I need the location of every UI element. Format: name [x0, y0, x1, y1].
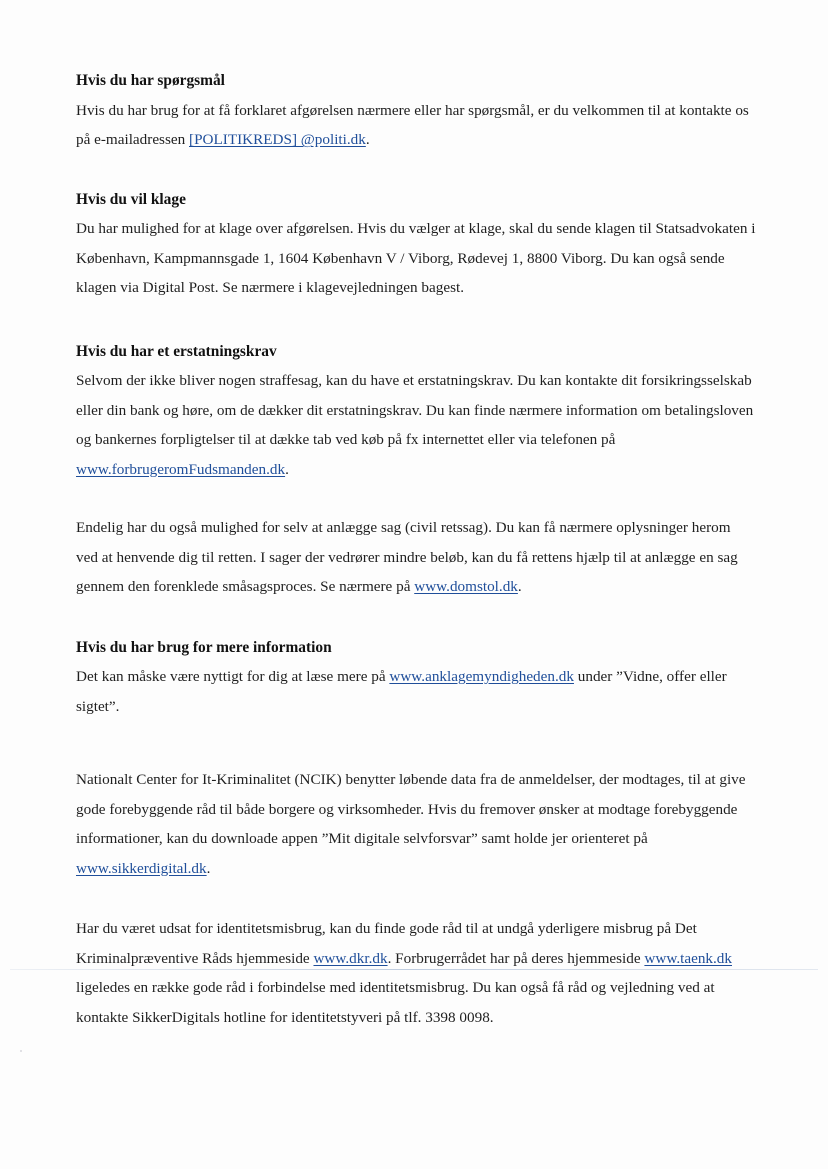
heading-complaint: Hvis du vil klage [76, 190, 186, 208]
compensation-text: Selvom der ikke bliver nogen straffesag, kan du have et erstatningskrav. Du kan kontakte dit forsikringsselskab eller din bank og høre, om de dækker dit erstatningskrav. Du kan finde nærmere information om betalingsloven og bankernes forpligtelser til at dække tab ved køb på fx internettet eller via telefonen på [76, 372, 754, 448]
spacer [76, 303, 756, 337]
identity-text-3: ligeledes en række gode råd i forbindelse med identitetsmisbrug. Du kan også få råd og vejledning ved at kontakte SikkerDigitals hotline for identitetstyveri på tlf. 3398 0098. [76, 979, 715, 1026]
taenk-link[interactable]: www.taenk.dk [644, 949, 732, 967]
spacer [76, 883, 756, 914]
paragraph-compensation [76, 366, 756, 484]
scan-artifact-line [10, 969, 818, 970]
ncik-text-end: . [206, 859, 211, 877]
paragraph-questions [76, 96, 756, 155]
heading-questions: Hvis du har spørgsmål [76, 72, 225, 89]
questions-text-end: . [365, 131, 370, 148]
spacer [76, 602, 756, 633]
paragraph-ncik [76, 765, 756, 883]
questions-text: Hvis du har brug for at få forklaret afgørelsen nærmere eller har spørgsmål, er du velkommen til at kontakte os på e-mailadressen [76, 101, 749, 148]
spacer [76, 721, 756, 765]
sikkerdigital-link[interactable]: www.sikkerdigital.dk [76, 859, 207, 877]
compensation-text-end: . [285, 460, 289, 478]
domstol-link[interactable]: www.domstol.dk [414, 578, 518, 595]
heading-compensation: Hvis du har et erstatningskrav [76, 342, 277, 360]
spacer [76, 484, 756, 513]
paragraph-civil-case [76, 513, 756, 602]
heading-more-info: Hvis du har brug for mere information [76, 638, 332, 656]
scan-artifact-speck [20, 1050, 22, 1052]
paragraph-complaint: Du har mulighed for at klage over afgørelsen. Hvis du vælger at klage, skal du sende klagen til Statsadvokaten i København, Kampmannsgade 1, 1604 København V / Viborg, Rødevej 1, 8800 Viborg. Du kan også sende klagen via Digital Post. Se nærmere i klagevejledningen bagest. [76, 220, 756, 296]
identity-text-2: . Forbrugerrådet har på deres hjemmeside [387, 949, 645, 967]
paragraph-more-info [76, 662, 756, 721]
info-text: Det kan måske være nyttigt for dig at læse mere på [76, 668, 390, 685]
dkr-link[interactable]: www.dkr.dk [313, 949, 388, 967]
spacer [76, 155, 756, 185]
identity-text-1: Har du været udsat for identitetsmisbrug, kan du finde gode råd til at undgå yderligere misbrug på Det Kriminalpræventive Råds hjemmeside [76, 920, 697, 967]
paragraph-identity-misuse [76, 914, 756, 1032]
email-link[interactable]: [POLITIKREDS] @politi.dk [189, 131, 366, 148]
forbrugerombudsmanden-link[interactable]: www.forbrugeromFudsmanden.dk [76, 460, 286, 478]
document-body [76, 66, 756, 1032]
civil-text-end: . [517, 578, 522, 595]
civil-text: Endelig har du også mulighed for selv at anlægge sag (civil retssag). Du kan få nærmere oplysninger herom ved at henvende dig til retten. I sager der vedrører mindre beløb, kan du få rettens hjælp til at anlægge en sag gennem den forenklede småsagsproces. Se nærmere på [76, 519, 738, 595]
anklagemyndigheden-link[interactable]: www.anklagemyndigheden.dk [389, 668, 574, 685]
info-text-end: under ”Vidne, offer eller sigtet”. [76, 668, 727, 715]
ncik-text: Nationalt Center for It-Kriminalitet (NCIK) benytter løbende data fra de anmeldelser, der modtages, til at give gode forebyggende råd til både borgere og virksomheder. Hvis du fremover ønsker at modtage forebyggende informationer, kan du downloade appen ”Mit digitale selvforsvar” samt holde jer orienteret på [76, 771, 746, 847]
